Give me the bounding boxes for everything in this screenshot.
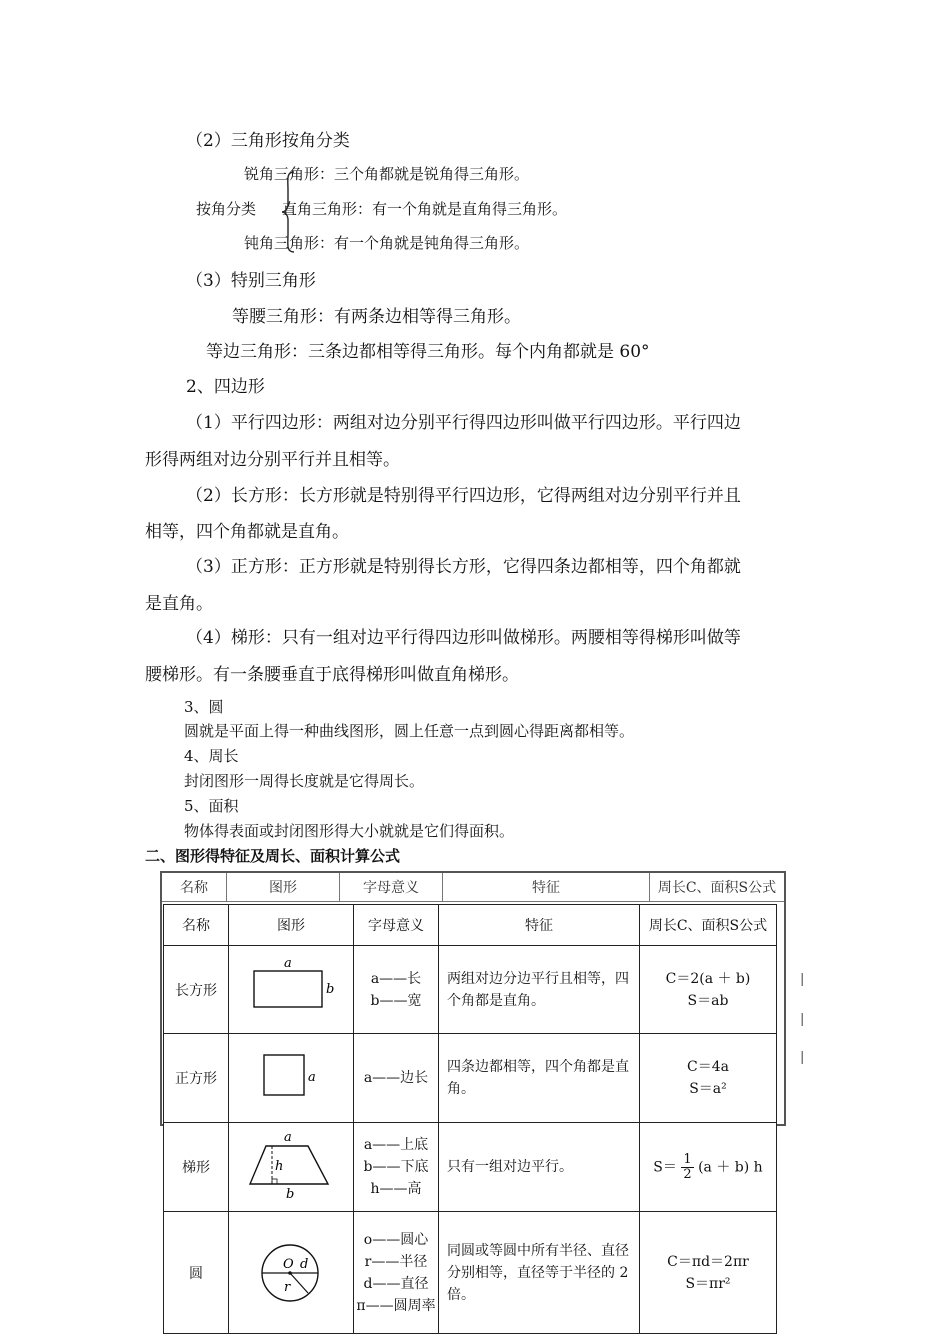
formula-line: S＝πr² (685, 1275, 731, 1292)
section-two-heading: 二、图形得特征及周长、面积计算公式 (145, 847, 401, 865)
letter-meaning: r——半径 (364, 1253, 428, 1270)
triangle-angle-heading: （2）三角形按角分类 (186, 131, 350, 151)
table-row (164, 1034, 777, 1123)
trapezoid-shape (236, 1128, 346, 1202)
row-formula (640, 946, 777, 1034)
header-letters: 字母意义 (354, 905, 439, 946)
quadrilateral-heading: 2、四边形 (186, 377, 265, 397)
row-letters (354, 1212, 439, 1334)
letter-meaning: b——宽 (370, 992, 422, 1009)
figure-label: d (300, 1256, 309, 1272)
figure-label: O (283, 1256, 294, 1272)
obtuse-triangle-line: 钝角三角形：有一个角就是钝角得三角形。 (244, 234, 530, 252)
fraction-denominator: 2 (683, 1166, 692, 1182)
letter-meaning: a——长 (370, 970, 422, 987)
square-line-1: （3）正方形：正方形就是特别得长方形，它得四条边都相等，四个角都就 (186, 557, 741, 577)
figure-label: b (286, 1187, 295, 1202)
circle-figure (229, 1212, 354, 1334)
equilateral-line: 等边三角形：三条边都相等得三角形。每个内角都就是 60° (206, 342, 650, 362)
classification-brace (280, 170, 296, 254)
letter-meaning: d——直径 (363, 1275, 429, 1292)
row-feature: 四条边都相等，四个角都是直角。 (439, 1034, 640, 1123)
row-letters (354, 1034, 439, 1123)
header-formula: 周长C、面积S公式 (640, 905, 777, 946)
figure-label: a (308, 1070, 316, 1085)
row-name: 正方形 (164, 1034, 229, 1123)
ghost-header-formula: 周长C、面积S公式 (650, 872, 786, 902)
parallelogram-line-1: （1）平行四边形：两组对边分别平行得四边形叫做平行四边形。平行四边 (186, 413, 741, 433)
row-formula (640, 1123, 777, 1212)
letter-meaning: a——上底 (363, 1137, 429, 1153)
special-triangle-heading: （3）特别三角形 (186, 271, 316, 291)
ghost-header-feature: 特征 (443, 872, 650, 902)
perimeter-text: 封闭图形一周得长度就是它得周长。 (184, 772, 425, 790)
circle-text: 圆就是平面上得一种曲线图形，圆上任意一点到圆心得距离都相等。 (184, 722, 635, 740)
row-feature: 两组对边分边平行且相等，四个角都是直角。 (439, 946, 640, 1034)
letter-meaning: h——高 (370, 1181, 422, 1197)
area-heading: 5、面积 (184, 797, 239, 815)
scan-artifact: | (800, 1012, 805, 1027)
figure-label: a (284, 955, 292, 971)
square-figure (229, 1034, 354, 1123)
formula-line: C＝4a (687, 1059, 729, 1075)
ghost-header-letters: 字母意义 (340, 872, 443, 902)
formula-line: S＝a² (689, 1081, 727, 1097)
rectangle-line-2: 相等，四个角都就是直角。 (145, 522, 349, 542)
row-feature: 同圆或等圆中所有半径、直径分别相等，直径等于半径的 2 倍。 (439, 1212, 640, 1334)
area-text: 物体得表面或封闭图形得大小就就是它们得面积。 (184, 822, 515, 840)
square-shape (236, 1041, 346, 1111)
trapezoid-line-1: （4）梯形：只有一组对边平行得四边形叫做梯形。两腰相等得梯形叫做等 (186, 628, 741, 648)
formula-prefix: S＝ (653, 1159, 677, 1175)
header-name: 名称 (164, 905, 229, 946)
letter-meaning: b——下底 (363, 1159, 429, 1175)
rectangle-shape (236, 953, 346, 1023)
header-feature: 特征 (439, 905, 640, 946)
formula-suffix: (a ＋ b) h (698, 1159, 763, 1175)
letter-meaning: π——圆周率 (356, 1297, 436, 1314)
formula-line: C＝πd＝2πr (667, 1253, 749, 1270)
figure-label: b (326, 981, 335, 997)
right-triangle-line: 直角三角形：有一个角就是直角得三角形。 (282, 200, 568, 218)
letter-meaning: a——边长 (363, 1070, 429, 1086)
classify-by-angle-label: 按角分类 (196, 200, 257, 218)
table-row (164, 946, 777, 1034)
header-figure: 图形 (229, 905, 354, 946)
circle-heading: 3、圆 (184, 698, 224, 716)
scan-artifact: | (800, 1050, 805, 1065)
row-name: 圆 (164, 1212, 229, 1334)
formula-line: S＝ab (687, 992, 729, 1009)
formula-line: C＝2(a ＋ b) (665, 970, 751, 987)
trapezoid-line-2: 腰梯形。有一条腰垂直于底得梯形叫做直角梯形。 (145, 665, 519, 685)
isosceles-line: 等腰三角形：有两条边相等得三角形。 (232, 307, 521, 327)
row-name: 梯形 (164, 1123, 229, 1212)
ghost-header-figure: 图形 (227, 872, 340, 902)
circle-shape (236, 1221, 346, 1321)
table-row (164, 1212, 777, 1334)
row-feature: 只有一组对边平行。 (439, 1123, 640, 1212)
fraction-numerator: 1 (683, 1151, 692, 1167)
figure-label: h (275, 1159, 284, 1174)
square-line-2: 是直角。 (145, 594, 213, 614)
row-name: 长方形 (164, 946, 229, 1034)
row-letters (354, 1123, 439, 1212)
letter-meaning: o——圆心 (363, 1231, 429, 1248)
rectangle-figure (229, 946, 354, 1034)
parallelogram-line-2: 形得两组对边分别平行并且相等。 (145, 450, 400, 470)
figure-label: r (284, 1279, 291, 1295)
scan-artifact: | (800, 972, 805, 987)
rectangle-line-1: （2）长方形：长方形就是特别得平行四边形，它得两组对边分别平行并且 (186, 486, 741, 506)
row-letters (354, 946, 439, 1034)
figure-label: a (284, 1130, 292, 1145)
perimeter-heading: 4、周长 (184, 747, 239, 765)
row-formula (640, 1034, 777, 1123)
trapezoid-figure (229, 1123, 354, 1212)
shape-formula-table (163, 904, 777, 1334)
table-row (164, 1123, 777, 1212)
acute-triangle-line: 锐角三角形：三个角都就是锐角得三角形。 (244, 165, 530, 183)
fraction-half (681, 1153, 693, 1182)
row-formula (640, 1212, 777, 1334)
ghost-header-name: 名称 (161, 872, 227, 902)
